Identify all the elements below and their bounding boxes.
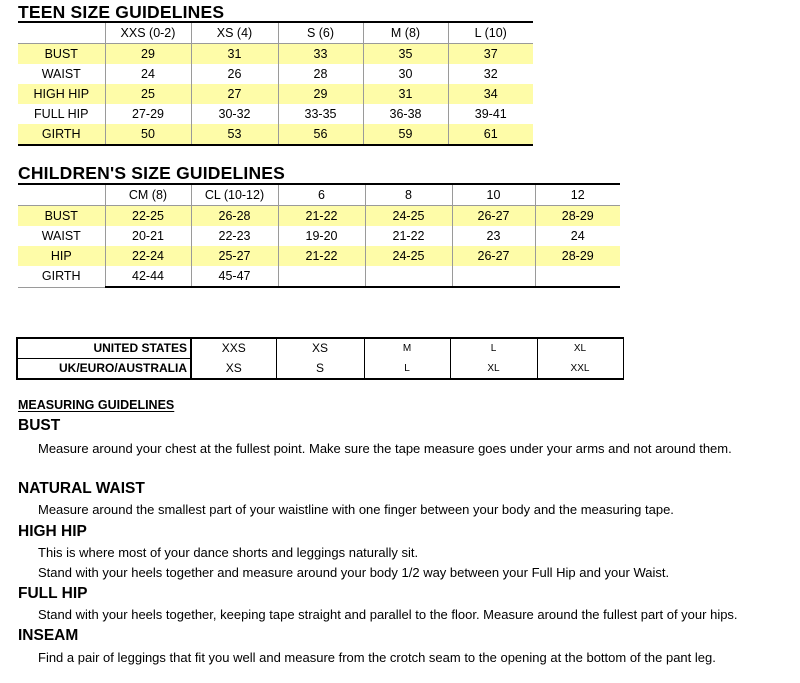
children-cell: 45-47 — [191, 266, 278, 287]
teen-header-cell: XXS (0-2) — [105, 22, 191, 44]
teen-row-waist — [18, 64, 533, 84]
children-cell: 21-22 — [278, 246, 365, 266]
teen-cell: 25 — [105, 84, 191, 104]
children-cell: 24 — [535, 226, 620, 246]
section-text-inseam: Find a pair of leggings that fit you well and measure from the crotch seam to the opening at the bottom of the pant leg. — [38, 650, 716, 665]
children-cell: 25-27 — [191, 246, 278, 266]
teen-row-label: GIRTH — [18, 124, 105, 145]
children-row-label: WAIST — [41, 229, 81, 243]
children-cell: 28-29 — [535, 206, 620, 227]
children-header-cell: 10 — [452, 184, 535, 206]
children-cell: 20-21 — [105, 226, 191, 246]
children-row-label: HIP — [50, 249, 72, 263]
teen-cell: 59 — [363, 124, 448, 145]
children-cell: 28-29 — [535, 246, 620, 266]
conversion-cell: L — [450, 338, 537, 359]
conversion-row-us — [17, 338, 623, 359]
children-cell: 21-22 — [365, 226, 452, 246]
conversion-cell: XS — [276, 338, 364, 359]
conversion-cell: XL — [450, 359, 537, 380]
children-size-table — [18, 183, 620, 288]
children-cell: 22-24 — [105, 246, 191, 266]
teen-cell: 31 — [363, 84, 448, 104]
teen-cell: 56 — [278, 124, 363, 145]
children-header-cell: CM (8) — [105, 184, 191, 206]
teen-row-label: WAIST — [41, 67, 81, 81]
size-conversion-table — [16, 337, 624, 380]
teen-cell: 39-41 — [448, 104, 533, 124]
section-heading-natural-waist: NATURAL WAIST — [18, 480, 145, 497]
conversion-row-uk-euro-australia — [17, 359, 623, 380]
teen-row-full-hip — [18, 104, 533, 124]
teen-size-table — [18, 21, 533, 146]
measuring-guidelines-title: MEASURING GUIDELINES — [18, 398, 175, 412]
conversion-row-label: UNITED STATES — [17, 338, 191, 359]
teen-cell: 53 — [191, 124, 278, 145]
teen-row-bust — [18, 44, 533, 65]
section-heading-inseam: INSEAM — [18, 627, 79, 644]
teen-cell: 27-29 — [105, 104, 191, 124]
section-text-high-hip-1: This is where most of your dance shorts and leggings naturally sit. — [38, 545, 419, 560]
children-row-bust — [18, 206, 620, 227]
children-cell: 23 — [452, 226, 535, 246]
teen-cell: 31 — [191, 44, 278, 65]
teen-row-label: FULL HIP — [34, 107, 89, 121]
children-size-title: CHILDREN'S SIZE GUIDELINES — [18, 163, 286, 183]
teen-cell: 29 — [105, 44, 191, 65]
children-cell: 42-44 — [105, 266, 191, 287]
teen-cell: 30-32 — [191, 104, 278, 124]
teen-row-girth — [18, 124, 533, 145]
section-heading-full-hip: FULL HIP — [18, 585, 88, 602]
children-row-waist — [18, 226, 620, 246]
teen-row-label: BUST — [44, 47, 78, 61]
conversion-cell: L — [364, 359, 450, 380]
section-heading-bust: BUST — [18, 417, 61, 434]
teen-cell: 50 — [105, 124, 191, 145]
children-cell: 21-22 — [278, 206, 365, 227]
section-text-natural-waist: Measure around the smallest part of your waistline with one finger between your body and the measuring tape. — [38, 502, 674, 517]
conversion-cell: M — [364, 338, 450, 359]
teen-cell: 33 — [278, 44, 363, 65]
teen-header-cell: XS (4) — [191, 22, 278, 44]
children-cell: 22-23 — [191, 226, 278, 246]
children-header-cell: 6 — [278, 184, 365, 206]
teen-cell: 27 — [191, 84, 278, 104]
children-cell: 19-20 — [278, 226, 365, 246]
conversion-cell: XXS — [191, 338, 276, 359]
children-cell: 26-28 — [191, 206, 278, 227]
children-cell: 24-25 — [365, 206, 452, 227]
teen-header-cell: S (6) — [278, 22, 363, 44]
teen-size-title: TEEN SIZE GUIDELINES — [18, 2, 225, 22]
section-text-bust: Measure around your chest at the fullest point. Make sure the tape measure goes under your arms and not around them. — [38, 441, 732, 456]
children-cell: 26-27 — [452, 206, 535, 227]
teen-header-cell: M (8) — [363, 22, 448, 44]
teen-cell: 26 — [191, 64, 278, 84]
children-header-cell: 8 — [365, 184, 452, 206]
conversion-cell: XS — [191, 359, 276, 380]
conversion-cell: XL — [537, 338, 623, 359]
teen-row-high-hip — [18, 84, 533, 104]
children-header-cell: CL (10-12) — [191, 184, 278, 206]
children-cell: 24-25 — [365, 246, 452, 266]
teen-header-row — [18, 22, 533, 44]
children-cell: 26-27 — [452, 246, 535, 266]
children-cell: 22-25 — [105, 206, 191, 227]
section-heading-high-hip: HIGH HIP — [18, 523, 87, 540]
children-row-girth — [18, 266, 620, 287]
conversion-row-label: UK/EURO/AUSTRALIA — [17, 359, 191, 380]
teen-cell: 28 — [278, 64, 363, 84]
teen-corner-cell — [18, 22, 105, 44]
children-header-row — [18, 184, 620, 206]
teen-cell: 30 — [363, 64, 448, 84]
section-text-high-hip-2: Stand with your heels together and measure around your body 1/2 way between your Full Hip and your Waist. — [38, 565, 670, 580]
section-text-full-hip: Stand with your heels together, keeping tape straight and parallel to the floor. Measure around the fullest part of your hips. — [38, 607, 738, 622]
conversion-cell: S — [276, 359, 364, 380]
conversion-cell: XXL — [537, 359, 623, 380]
children-cell — [535, 266, 620, 287]
teen-cell: 37 — [448, 44, 533, 65]
children-row-label: BUST — [44, 209, 78, 223]
teen-header-cell: L (10) — [448, 22, 533, 44]
children-corner-cell — [18, 184, 105, 206]
teen-cell: 34 — [448, 84, 533, 104]
children-header-cell: 12 — [535, 184, 620, 206]
children-row-hip — [18, 246, 620, 266]
teen-cell: 29 — [278, 84, 363, 104]
teen-cell: 32 — [448, 64, 533, 84]
teen-cell: 36-38 — [363, 104, 448, 124]
children-cell — [278, 266, 365, 287]
teen-cell: 24 — [105, 64, 191, 84]
children-cell — [452, 266, 535, 287]
teen-cell: 61 — [448, 124, 533, 145]
teen-cell: 35 — [363, 44, 448, 65]
children-row-label: GIRTH — [18, 266, 105, 287]
teen-row-label: HIGH HIP — [33, 87, 90, 101]
children-cell — [365, 266, 452, 287]
teen-cell: 33-35 — [278, 104, 363, 124]
